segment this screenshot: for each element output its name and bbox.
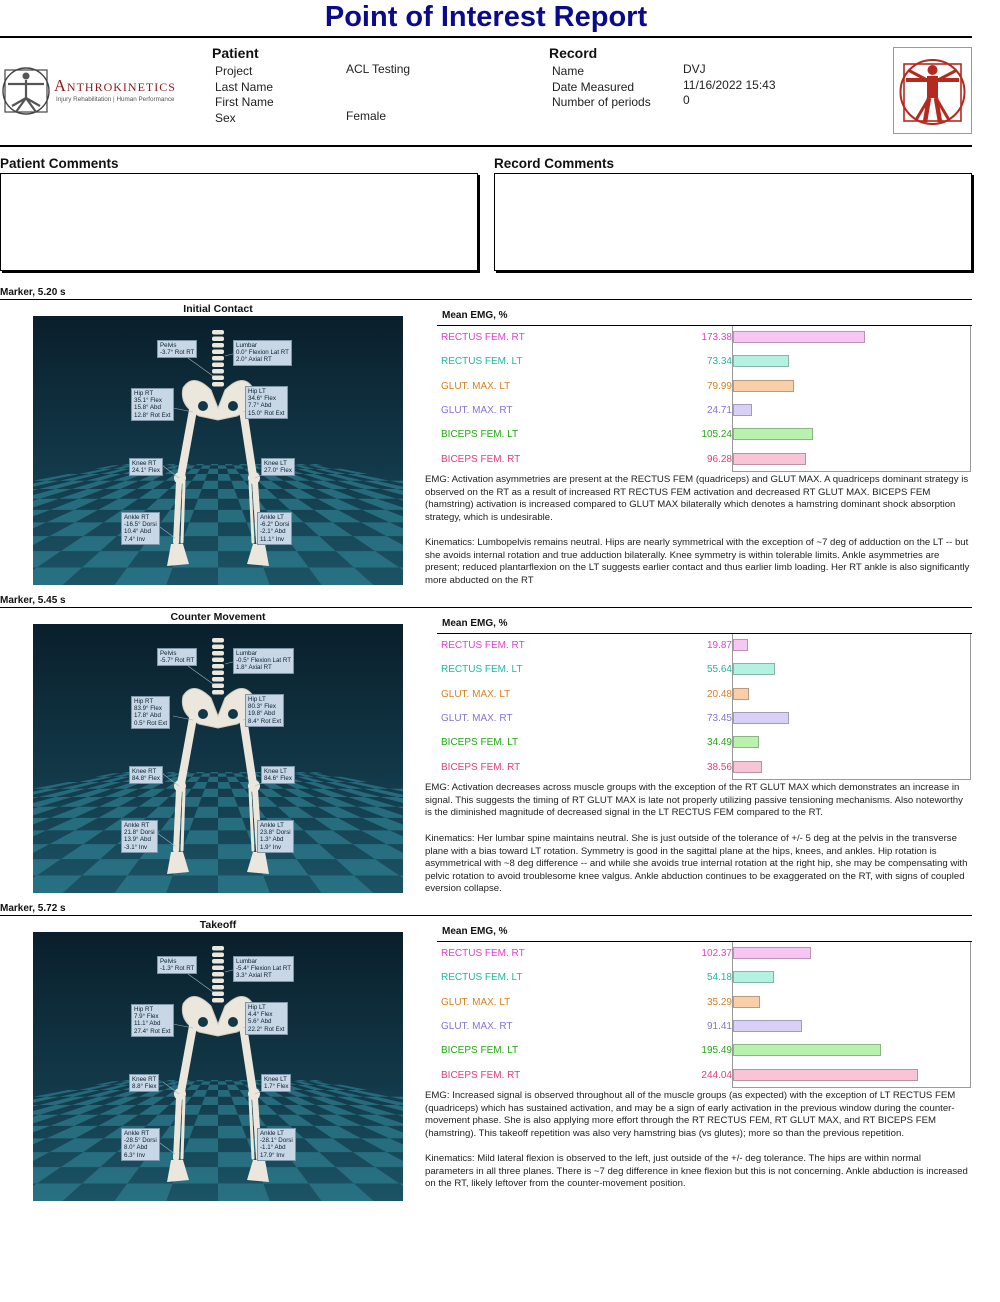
emg-title: Mean EMG, % [442,618,508,629]
emg-value: 20.48 [706,688,732,700]
emg-bar [733,996,760,1008]
emg-value: 244.04 [701,1069,732,1081]
patient-row [215,78,475,94]
emg-bar [733,736,759,748]
emg-muscle-name: RECTUS FEM. LT [441,972,523,984]
emg-row [437,731,972,755]
kinematics-analysis-text: Kinematics: Her lumbar spine maintains neutral. She is just outside of the tolerance of +/- 5 deg at the pelvis in the transverse plane with a bias toward LT rotation. Symmetry is good in the sagittal plane at the hips, knees, and ankles. Hip rotation is asymmetrical with ~8 deg difference -- and while she avoids true internal rotation at the right hip, she may be compensating with pelvic rotation to avoid troublesome knee valgus. Ankle abduction continues to be exaggerated on the RT, with signs of coupled eversion collapse. [425,833,968,894]
emg-bar [733,688,749,700]
knee-rt-angle-tag: Knee RT 84.8° Flex [129,766,163,784]
emg-analysis-text: EMG: Activation decreases across muscle groups with the exception of the RT GLUT MAX which demonstrates an increase in signal. This suggests the timing of RT GLUT MAX is late not properly utilizing passive tensioning mechanisms. Also noteworthy is the diminished magnitude of decreased signal in the LT RECTUS FEM compared to the RT. [425,782,963,818]
emg-muscle-name: BICEPS FEM. LT [441,737,519,749]
hip-lt-angle-tag: Hip LT 34.6° Flex 7.7° Abd 15.0° Rot Ext [245,386,288,419]
header-rule [0,145,972,147]
logo-tagline: Injury Rehabilitation | Human Performance [56,96,175,103]
emg-row [437,707,972,731]
record-row [552,62,832,78]
kinematics-analysis-text: Kinematics: Lumbopelvis remains neutral. Hips are nearly symmetrical with the exception of ~7 deg of adduction on the LT -- but she avoids internal rotation and true adduction bilaterally. Knee symmetry is within tolerable limits. Ankle asymmetries are present; reduced plantarflexion on the LT suggests earlier contact and thus earlier limb loading. Her RT ankle is also significantly more abducted on the RT [425,537,970,586]
patient-sex-value: Female [346,108,387,123]
pelvis-angle-tag: Pelvis -5.7° Rot RT [157,648,197,666]
section-rule [0,299,972,300]
skeleton-render-graphic [33,932,403,1201]
emg-muscle-name: BICEPS FEM. RT [441,761,521,773]
emg-muscle-name: BICEPS FEM. RT [441,1069,521,1081]
marker-section-counter-movement [0,595,972,905]
skeleton-render-image [33,624,403,893]
record-comments-heading: Record Comments [494,156,615,171]
skeleton-render-image [33,932,403,1201]
marker-label: Marker, 5.72 s [0,903,66,914]
emg-value: 24.71 [706,404,732,416]
lumbar-angle-tag: Lumbar -5.4° Flexion Lat RT 3.3° Axial RT [233,956,294,982]
marker-label: Marker, 5.45 s [0,595,66,606]
emg-muscle-name: RECTUS FEM. RT [441,332,525,343]
ankle-rt-angle-tag: Ankle RT 21.8° Dorsi 13.9° Abd -3.1° Inv [121,820,158,853]
knee-rt-angle-tag: Knee RT 8.8° Flex [129,1074,159,1092]
emg-row [437,756,972,780]
emg-row [437,350,972,374]
emg-value: 79.99 [706,380,732,392]
emg-bar [733,971,774,983]
emg-value: 195.49 [701,1045,732,1057]
emg-value: 55.64 [706,664,732,676]
emg-row [437,1015,972,1039]
emg-row [437,942,972,966]
emg-bar [733,639,748,651]
knee-rt-angle-tag: Knee RT 24.1° Flex [129,458,163,476]
lumbar-angle-tag: Lumbar -0.5° Flexion Lat RT 1.8° Axial RT [233,648,294,674]
hip-rt-angle-tag: Hip RT 35.1° Flex 15.8° Abd 12.8° Rot Ext [131,388,174,421]
emg-bar [733,947,811,959]
emg-value: 54.18 [706,972,732,984]
emg-muscle-name: RECTUS FEM. RT [441,948,525,959]
emg-row [437,399,972,423]
emg-value: 38.56 [706,761,732,773]
emg-analysis-text: EMG: Increased signal is observed throughout all of the muscle groups (as expected) with the exception of LT RECTUS FEM (quadriceps) which has sustained activation, and may be a sign of early activation in the previous window during the counter-movement phase. She is also applying more effort through the RT RECTUS FEM, RT GLUT MAX, and RT BICEPS FEM (hamstring). This takeoff repetition was also very hamstring bias (vs glutes); more so than the previous repetition. [425,1090,956,1139]
emg-row [437,423,972,447]
emg-bar [733,355,789,367]
marker-section-initial-contact [0,287,972,592]
phase-title: Initial Contact [183,303,253,315]
emg-row [437,658,972,682]
marker-section-takeoff [0,903,972,1213]
emg-row [437,448,972,472]
emg-chart [437,634,972,780]
ankle-lt-angle-tag: Ankle LT -6.2° Dorsi -2.1° Abd 11.1° Inv [257,512,292,545]
ankle-rt-angle-tag: Ankle RT -16.5° Dorsi 10.4° Abd 7.4° Inv [121,512,160,545]
ankle-lt-angle-tag: Ankle LT 23.8° Dorsi 1.3° Abd 1.9° Inv [257,820,294,853]
record-date-value: 11/16/2022 15:43 [683,77,776,92]
phase-title: Takeoff [199,919,237,931]
emg-muscle-name: BICEPS FEM. LT [441,1045,519,1057]
ankle-lt-angle-tag: Ankle LT -28.1° Dorsi -1.1° Abd 17.9° Inv [257,1128,296,1161]
emg-row [437,966,972,990]
emg-row [437,1064,972,1088]
emg-value: 96.28 [706,453,732,465]
patient-comments-box[interactable] [0,173,478,271]
emg-row [437,326,972,350]
emg-row [437,1039,972,1063]
patient-project-label: Project [215,64,253,78]
emg-muscle-name: GLUT. MAX. LT [441,380,511,392]
skeleton-render-image [33,316,403,585]
section-rule [0,607,972,608]
hip-lt-angle-tag: Hip LT 4.4° Flex 5.6° Abd 22.2° Rot Ext [245,1002,288,1035]
emg-value: 73.34 [706,356,732,368]
emg-value: 173.38 [701,332,732,343]
record-info [552,62,832,109]
title-rule [0,36,972,38]
emg-muscle-name: GLUT. MAX. RT [441,404,513,416]
patient-heading: Patient [212,45,259,61]
emg-bar [733,331,865,343]
emg-chart [437,942,972,1088]
patient-row [215,62,475,78]
emg-bar [733,761,762,773]
patient-row [215,109,475,125]
record-periods-label: Number of periods [552,95,651,109]
emg-muscle-name: RECTUS FEM. LT [441,664,523,676]
patient-last-name-label: Last Name [215,79,274,94]
emg-muscle-name: GLUT. MAX. LT [441,688,511,700]
emg-bar [733,428,813,440]
lumbar-angle-tag: Lumbar 0.0° Flexion Lat RT 2.0° Axial RT [233,340,292,366]
emg-value: 102.37 [701,948,732,959]
emg-bar [733,380,794,392]
emg-bar [733,712,789,724]
emg-muscle-name: RECTUS FEM. LT [441,356,523,368]
knee-lt-angle-tag: Knee LT 27.0° Flex [261,458,295,476]
emg-value: 105.24 [701,429,732,441]
ankle-rt-angle-tag: Ankle RT -28.5° Dorsi 8.0° Abd 6.3° Inv [121,1128,160,1161]
emg-value: 91.41 [706,1020,732,1032]
patient-row [215,93,475,109]
emg-muscle-name: GLUT. MAX. LT [441,996,511,1008]
anthrokinetics-logo [0,60,205,122]
patient-first-name-label: First Name [215,95,274,109]
emg-bar [733,1069,918,1081]
record-name-value: DVJ [683,62,706,76]
record-heading: Record [549,45,598,61]
knee-lt-angle-tag: Knee LT 1.7° Flex [261,1074,291,1092]
emg-row [437,683,972,707]
emg-row [437,375,972,399]
vitruvian-logo-icon [0,60,52,122]
pelvis-angle-tag: Pelvis -3.7° Rot RT [157,340,197,358]
emg-muscle-name: BICEPS FEM. RT [441,453,521,465]
skeleton-render-graphic [33,316,403,585]
record-name-label: Name [552,64,585,78]
section-rule [0,915,972,916]
emg-title: Mean EMG, % [442,310,508,321]
record-row [552,93,832,109]
skeleton-render-graphic [33,624,403,893]
pelvis-angle-tag: Pelvis -1.3° Rot RT [157,956,197,974]
emg-value: 19.87 [706,640,732,651]
emg-bar [733,663,775,675]
hip-rt-angle-tag: Hip RT 7.9° Flex 11.1° Abd 27.4° Rot Ext [131,1004,174,1037]
record-periods-value: 0 [683,93,690,107]
emg-title: Mean EMG, % [442,926,508,937]
emg-bar [733,404,752,416]
emg-muscle-name: RECTUS FEM. RT [441,640,525,651]
emg-value: 73.45 [706,712,732,724]
emg-analysis-text: EMG: Activation asymmetries are present at the RECTUS FEM (quadriceps) and GLUT MAX. A quadriceps dominant strategy is observed on the RT as a result of increased RT RECTUS FEM activation and decreased RT GLUT MAX. BICEPS FEM (hamstring) activation is increased compared to GLUT MAX bilaterally which denotes a hamstring dominant shock absorption strategy, which is undesirable. [425,474,969,523]
emg-row [437,634,972,658]
emg-bar [733,1044,881,1056]
emg-bar [733,1020,802,1032]
logo-wordmark: Anthrokinetics [54,76,176,95]
emg-chart [437,326,972,472]
record-date-label: Date Measured [552,79,635,94]
emg-bar [733,453,806,465]
emg-row [437,991,972,1015]
knee-lt-angle-tag: Knee LT 84.6° Flex [261,766,295,784]
emg-muscle-name: BICEPS FEM. LT [441,429,519,441]
emg-value: 34.49 [706,737,732,749]
kinematics-analysis-text: Kinematics: Mild lateral flexion is observed to the left, just outside of the +/- deg tolerance. The hips are within normal parameters in all three planes. There is ~7 deg difference in knee flexion but this is not concerning. Ankle abduction is increased on the RT, likely leftover from the counter-movement position. [425,1153,968,1189]
patient-project-value: ACL Testing [346,62,411,76]
record-comments-box[interactable] [494,173,972,271]
record-row [552,78,832,94]
patient-comments-heading: Patient Comments [0,156,119,171]
emg-muscle-name: GLUT. MAX. RT [441,712,513,724]
emg-muscle-name: GLUT. MAX. RT [441,1020,513,1032]
patient-info [215,62,475,124]
patient-sex-label: Sex [215,110,236,125]
phase-title: Counter Movement [170,611,266,623]
emg-value: 35.29 [706,996,732,1008]
marker-label: Marker, 5.20 s [0,287,66,298]
report-title: Point of Interest Report [324,1,648,33]
vitruvian-emblem [893,47,972,134]
hip-rt-angle-tag: Hip RT 83.9° Flex 17.8° Abd 0.5° Rot Ext [131,696,170,729]
hip-lt-angle-tag: Hip LT 80.3° Flex 19.8° Abd 8.4° Rot Ext [245,694,284,727]
vitruvian-man-icon [894,48,971,133]
